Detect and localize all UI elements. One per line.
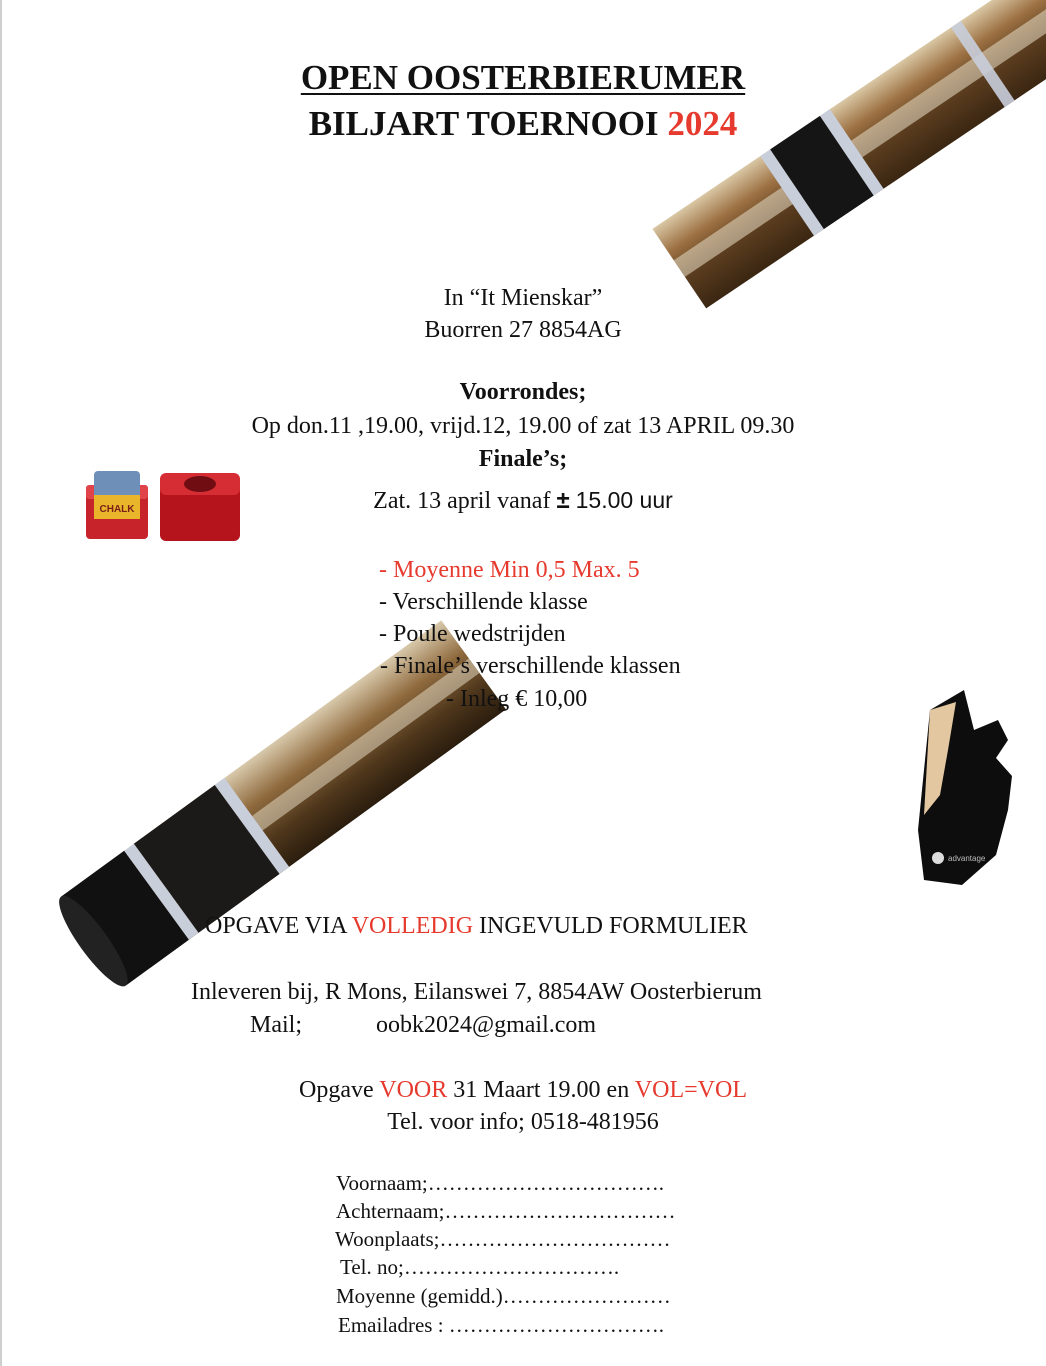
finales-heading: Finale’s; [478,446,568,472]
voorrondes-heading: Voorrondes; [459,379,587,405]
billiard-glove-image [900,680,1020,890]
bullet-inleg: - Inleg € 10,00 [446,686,588,712]
submit-address: Inleveren bij, R Mons, Eilanswei 7, 8854AW Oosterbierum [191,979,762,1005]
bullet-finales: - Finale’s verschillende klassen [380,653,681,679]
bullet-moyenne: - Moyenne Min 0,5 Max. 5 [379,557,640,583]
bullet-poule: - Poule wedstrijden [379,621,566,647]
deadline-middle: 31 Maart 19.00 en [453,1077,630,1103]
voorrondes-details: Op don.11 ,19.00, vrijd.12, 19.00 of zat 13 APRIL 09.30 [251,413,795,439]
deadline-line [0,1075,1046,1105]
deadline-voor: VOOR [379,1077,448,1103]
deadline-volvol: VOL=VOL [634,1077,747,1103]
venue-name: In “It Mienskar” [443,285,603,311]
plus-minus-sign: ± [556,487,570,514]
svg-text:advantage: advantage [948,854,986,863]
signup-suffix: INGEVULD FORMULIER [479,913,748,939]
signup-prefix: OPGAVE VIA [205,913,347,939]
billiard-cue-butt-image [30,690,450,1010]
page-title-line-2 [0,104,1046,144]
svg-text:CHALK: CHALK [99,504,135,515]
form-field-moyenne: Moyenne (gemidd.)…………………… [336,1284,671,1308]
title-text: BILJART TOERNOOI [308,104,659,143]
signup-highlight: VOLLEDIG [351,913,474,939]
finales-details [0,485,1046,516]
mail-label: Mail; [250,1012,302,1038]
bullet-klasse: - Verschillende klasse [379,589,588,615]
finales-date: Zat. 13 april vanaf [373,488,551,514]
signup-instruction [205,911,748,941]
form-field-voornaam: Voornaam;……………………………. [336,1171,665,1195]
form-field-telno: Tel. no;…………………………. [340,1255,620,1279]
finales-time: 15.00 uur [575,487,673,513]
deadline-prefix: Opgave [299,1077,374,1103]
form-field-emailadres: Emailadres : …………………………. [338,1313,665,1337]
info-phone: Tel. voor info; 0518-481956 [387,1109,659,1135]
title-year: 2024 [667,104,738,143]
venue-address: Buorren 27 8854AG [424,317,622,343]
form-field-achternaam: Achternaam;…………………………… [336,1199,676,1223]
mail-address: oobk2024@gmail.com [376,1012,597,1038]
page-title-line-1: OPEN OOSTERBIERUMER [300,58,746,97]
form-field-woonplaats: Woonplaats;…………………………… [335,1227,671,1251]
